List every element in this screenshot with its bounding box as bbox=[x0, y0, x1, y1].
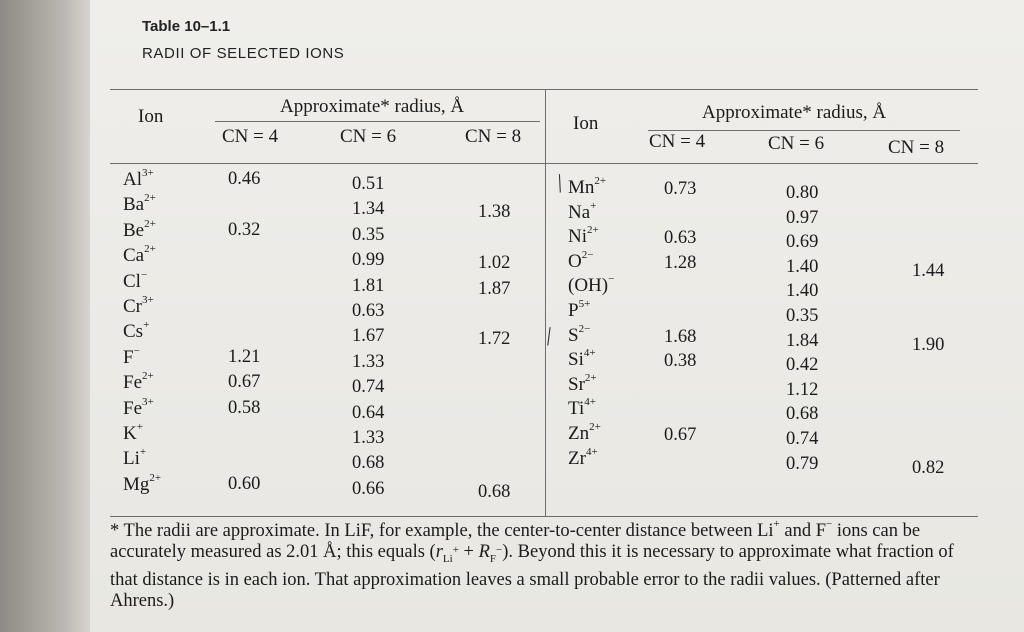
cn6-radius: 1.33 bbox=[352, 428, 385, 448]
cn8-radius: 1.44 bbox=[912, 261, 945, 281]
cn4-radius: 0.58 bbox=[228, 398, 261, 418]
header-bottom-rule bbox=[110, 163, 978, 164]
ion-symbol: (OH)− bbox=[568, 273, 615, 296]
ion-symbol: $Ni^{2+}$ bbox=[568, 224, 599, 247]
cn6-radius: 1.40 bbox=[786, 281, 819, 301]
right-cn4-header: CN = 4 bbox=[649, 131, 706, 152]
ion-symbol: $Si^{4+}$ bbox=[568, 347, 596, 370]
ion-symbol: $Zr^{4+}$ bbox=[568, 446, 598, 469]
column-divider bbox=[545, 89, 546, 516]
cn6-radius: 0.68 bbox=[352, 453, 385, 473]
cn6-radius: 0.79 bbox=[786, 454, 819, 474]
table-title: RADII OF SELECTED IONS bbox=[142, 45, 345, 62]
cn4-radius: 0.60 bbox=[228, 474, 261, 494]
cn4-radius: 1.21 bbox=[228, 347, 261, 367]
ion-symbol: $Zn^{2+}$ bbox=[568, 421, 601, 444]
left-cn4-header: CN = 4 bbox=[222, 126, 279, 147]
ion-symbol: Li+ bbox=[123, 446, 147, 469]
cn6-radius: 0.69 bbox=[786, 232, 819, 252]
ion-symbol: $P^{5+}$ bbox=[568, 298, 591, 321]
pencil-check-mark: ╱ bbox=[542, 328, 556, 346]
right-cn8-header: CN = 8 bbox=[888, 137, 945, 158]
cn6-radius: 1.34 bbox=[352, 199, 385, 219]
cn6-radius: 1.40 bbox=[786, 257, 819, 277]
cn4-radius: 1.28 bbox=[664, 253, 697, 273]
cn6-radius: 1.81 bbox=[352, 276, 385, 296]
table-footnote: * The radii are approximate. In LiF, for example, the center-to-center distance between Li+ and F− ions can be accurately measured as 2.01 Å; this equals $(r_{Li^+} + R_{F^-})$. Beyond this it is necessary to approximate what fraction of that distance is in each ion. That approximation leaves a small probable error to the radii values. (Patterned after Ahrens.) bbox=[110, 518, 954, 611]
ion-symbol: $Be^{2+}$ bbox=[123, 218, 156, 241]
ion-symbol: $Mg^{2+}$ bbox=[123, 472, 162, 495]
left-cn8-header: CN = 8 bbox=[465, 126, 522, 147]
cn8-radius: 0.68 bbox=[478, 482, 511, 502]
right-radius-header: Approximate* radius, Å bbox=[702, 102, 887, 123]
cn6-radius: 1.33 bbox=[352, 352, 385, 372]
cn4-radius: 0.63 bbox=[664, 228, 697, 248]
right-ion-header: Ion bbox=[573, 113, 599, 134]
ion-symbol: $Ti^{4+}$ bbox=[568, 396, 596, 419]
left-ion-header: Ion bbox=[138, 106, 164, 127]
ion-symbol: Cl− bbox=[123, 269, 148, 292]
cn8-radius: 1.02 bbox=[478, 253, 511, 273]
ion-symbol: $S^{2-}$ bbox=[568, 323, 591, 346]
cn4-radius: 1.68 bbox=[664, 327, 697, 347]
cn6-radius: 1.12 bbox=[786, 380, 819, 400]
cn8-radius: 0.82 bbox=[912, 458, 945, 478]
ion-symbol: $Ca^{2+}$ bbox=[123, 243, 156, 266]
ion-symbol: F− bbox=[123, 345, 140, 368]
ion-symbol: $Fe^{2+}$ bbox=[123, 370, 154, 393]
cn4-radius: 0.73 bbox=[664, 179, 697, 199]
cn4-radius: 0.32 bbox=[228, 220, 261, 240]
cn6-radius: 1.84 bbox=[786, 331, 819, 351]
cn6-radius: 0.35 bbox=[352, 225, 385, 245]
cn4-radius: 0.46 bbox=[228, 169, 261, 189]
cn6-radius: 1.67 bbox=[352, 326, 385, 346]
cn8-radius: 1.90 bbox=[912, 335, 945, 355]
ion-symbol: $Ba^{2+}$ bbox=[123, 192, 156, 215]
ion-symbol: Cs+ bbox=[123, 319, 150, 342]
left-cn6-header: CN = 6 bbox=[340, 126, 397, 147]
right-cn6-header: CN = 6 bbox=[768, 133, 825, 154]
ion-symbol: $Fe^{3+}$ bbox=[123, 396, 154, 419]
table-bottom-rule bbox=[110, 516, 978, 517]
cn6-radius: 0.64 bbox=[352, 403, 385, 423]
cn6-radius: 0.68 bbox=[786, 404, 819, 424]
left-radius-header: Approximate* radius, Å bbox=[280, 96, 465, 117]
cn6-radius: 0.35 bbox=[786, 306, 819, 326]
cn6-radius: 0.66 bbox=[352, 479, 385, 499]
cn4-radius: 0.38 bbox=[664, 351, 697, 371]
cn6-radius: 0.74 bbox=[352, 377, 385, 397]
cn4-radius: 0.67 bbox=[664, 425, 697, 445]
cn6-radius: 0.51 bbox=[352, 174, 385, 194]
ion-symbol: Na+ bbox=[568, 200, 597, 223]
left-subheader-rule bbox=[215, 121, 540, 122]
cn6-radius: 0.99 bbox=[352, 250, 385, 270]
cn6-radius: 0.97 bbox=[786, 208, 819, 228]
cn6-radius: 0.74 bbox=[786, 429, 819, 449]
cn6-radius: 0.63 bbox=[352, 301, 385, 321]
cn6-radius: 0.80 bbox=[786, 183, 819, 203]
cn6-radius: 0.42 bbox=[786, 355, 819, 375]
top-rule bbox=[110, 89, 978, 90]
cn8-radius: 1.87 bbox=[478, 279, 511, 299]
book-spine-shadow bbox=[0, 0, 90, 632]
cn4-radius: 0.67 bbox=[228, 372, 261, 392]
pencil-check-mark: ╱ bbox=[552, 174, 568, 194]
cn8-radius: 1.72 bbox=[478, 329, 511, 349]
ion-symbol: $Sr^{2+}$ bbox=[568, 372, 597, 395]
table-number: Table 10–1.1 bbox=[142, 18, 231, 35]
ion-symbol: $O^{2-}$ bbox=[568, 249, 594, 272]
cn8-radius: 1.38 bbox=[478, 202, 511, 222]
ion-symbol: K+ bbox=[123, 421, 143, 444]
ion-symbol: $Mn^{2+}$ bbox=[568, 175, 607, 198]
ion-symbol: $Al^{3+}$ bbox=[123, 167, 154, 190]
ion-symbol: $Cr^{3+}$ bbox=[123, 294, 154, 317]
